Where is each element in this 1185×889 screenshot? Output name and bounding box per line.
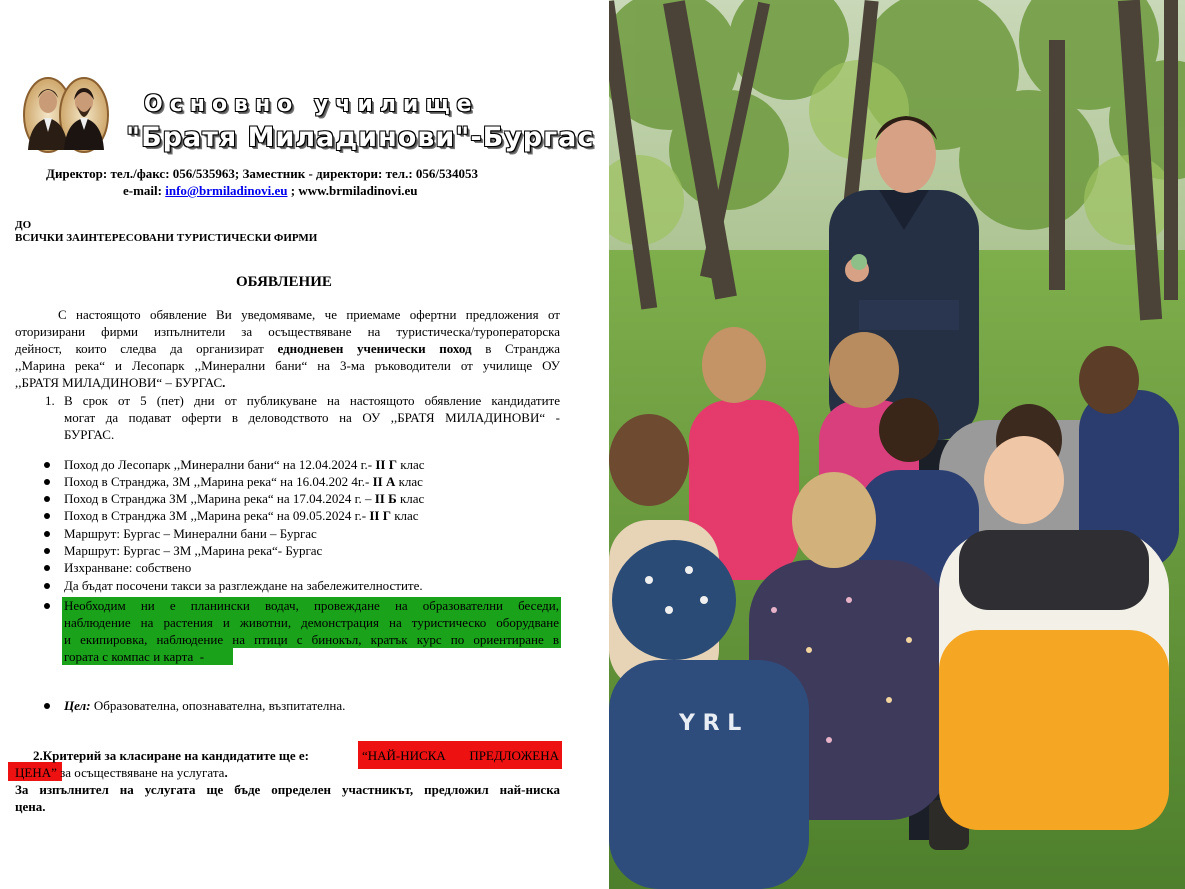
school-name-line2: "Братя Миладинови"-Бургас — [126, 122, 595, 153]
email-label: e-mail: — [123, 183, 166, 198]
bullet-item: Изхранване: собствено — [64, 560, 192, 575]
period: . — [222, 375, 226, 390]
goal-text: Образователна, опознавателна, възпитателна. — [90, 698, 346, 713]
bullet-item: Поход до Лесопарк ,,Минерални бани“ на 12.04.2024 г.- II Г клас — [64, 457, 425, 472]
bullet-item: Да бъдат посочени такси за разглеждане на забележителностите. — [64, 578, 423, 593]
item-number-1: 1. — [45, 393, 55, 408]
item-1-line-2: могат да подават оферти в деловодството на ОУ ,,БРАТЯ МИЛАДИНОВИ“ - — [64, 410, 560, 425]
recipient-to: ДО — [15, 219, 32, 231]
goal-label: Цел: — [64, 698, 91, 713]
school-founders-portrait — [22, 76, 110, 154]
svg-text:Y R L: Y R L — [679, 711, 742, 736]
item-1-line-1: В срок от 5 (пет) дни от публикуване на настоящото обявление кандидатите — [64, 393, 560, 408]
bullet-dot — [44, 583, 50, 589]
criterion-highlight-1: “НАЙ-НИСКА ПРЕДЛОЖЕНА — [362, 748, 559, 763]
bullet-dot — [44, 703, 50, 709]
conclusion-line-1: За изпълнител на услугата ще бъде определен участникът, предложил най-ниска — [15, 782, 560, 797]
school-name-inline: ,,БРАТЯ МИЛАДИНОВИ“ – БУРГАС — [15, 375, 223, 390]
guide-requirement-line-2: наблюдение на растения и животни, демонстрация на туристическо оборудване — [64, 615, 559, 630]
guide-requirement-line-3: и екипировка, наблюдение на птици с бинокъл, кратък курс по ориентиране в — [64, 632, 559, 647]
bullet-dot — [44, 479, 50, 485]
intro-line-1: С настоящото обявление Ви уведомяваме, че приемаме офертни предложения от — [58, 307, 560, 322]
intro-line-2: оторизирани фирми изпълнители за осъществяване на туристическа/туроператорска — [15, 324, 560, 339]
intro-emphasis: еднодневен ученически поход — [277, 341, 472, 356]
forest-hike-illustration — [609, 0, 1185, 889]
criterion-prefix: 2.Критерий за класиране на кандидатите ще е: — [33, 748, 309, 763]
intro-line-5 — [15, 374, 225, 391]
intro-text: дейност, които следва да организират — [15, 341, 278, 356]
bullet-dot — [44, 548, 50, 554]
bullet-item: Поход в Странджа, ЗМ ,,Марина река“ на 16.04.202 4г.- II А клас — [64, 474, 423, 489]
bullet-dot — [44, 513, 50, 519]
bullet-dot — [44, 531, 50, 537]
document-title: ОБЯВЛЕНИЕ — [236, 274, 332, 290]
bullet-item: Маршрут: Бургас – Минерални бани – Бургас — [64, 526, 317, 541]
bullet-dot — [44, 462, 50, 468]
goal-item — [64, 697, 345, 714]
criterion-highlight-2: ЦЕНА” — [15, 765, 57, 780]
criterion-period: . — [224, 765, 228, 780]
intro-line-4: ,,Марина река“ и Лесопарк ,,Минерални бани“ на 3-ма ръководители от училище ОУ — [15, 358, 560, 373]
recipient-name: ВСИЧКИ ЗАИНТЕРЕСОВАНИ ТУРИСТИЧЕСКИ ФИРМИ — [15, 232, 318, 244]
conclusion-line-2: цена. — [15, 799, 46, 814]
intro-line-3 — [15, 340, 560, 357]
contacts-line: Директор: тел./факс: 056/535963; Заместник - директори: тел.: 056/534053 — [46, 166, 479, 181]
outdoor-group-photo — [609, 0, 1185, 889]
bullet-dot — [44, 565, 50, 571]
website-text: ; www.brmiladinovi.eu — [287, 183, 418, 198]
school-name-line1: Основно училище — [144, 92, 479, 117]
item-1-line-3: БУРГАС. — [64, 427, 115, 442]
bullet-item: Поход в Странджа ЗМ ,,Марина река“ на 17.04.2024 г. – II Б клас — [64, 491, 425, 506]
bullet-item: Поход в Странджа ЗМ ,,Марина река“ на 09.05.2024 г.- II Г клас — [64, 508, 419, 523]
guide-requirement-line-1: Необходим ни е планински водач, провеждане на образователни беседи, — [64, 598, 559, 613]
bullet-dot — [44, 603, 50, 609]
guide-requirement-line-4: гората с компас и карта - — [64, 649, 205, 664]
criterion-line-2 — [15, 764, 228, 781]
bullet-dot — [44, 496, 50, 502]
bullet-item: Маршрут: Бургас – ЗМ ,,Марина река“- Бургас — [64, 543, 323, 558]
email-link[interactable]: info@brmiladinovi.eu — [165, 183, 288, 198]
email-website-line — [123, 182, 418, 199]
intro-text-tail: в Странджа — [471, 341, 560, 356]
criterion-suffix: за осъществяване на услугата — [56, 765, 225, 780]
